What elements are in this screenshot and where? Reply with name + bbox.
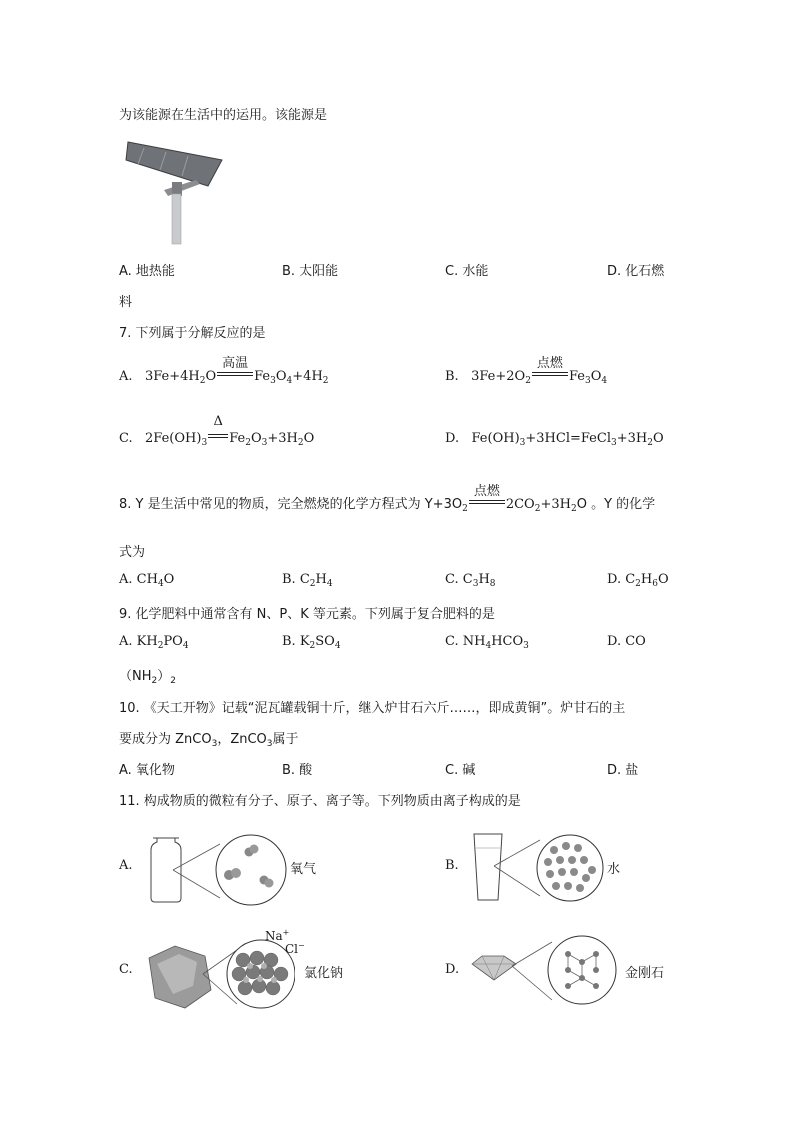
q7-b-label: B. (445, 369, 459, 384)
q11-d-label: D. (445, 962, 460, 977)
q8-b2: H (315, 572, 327, 587)
q7-a-cond: 高温 (222, 356, 249, 371)
q11-a-name: 氧气 (290, 862, 317, 877)
q7-c-tail: +3H (267, 431, 298, 446)
q8-a: A. CH (119, 572, 158, 587)
q9-d-wrap: （NH (119, 669, 152, 684)
q9-option-a (119, 634, 189, 651)
sub: 2 (647, 438, 653, 448)
sub: 2 (570, 504, 577, 514)
water-glass-diagram (470, 826, 606, 910)
q8-d: D. C (607, 572, 636, 587)
sub: 2 (157, 641, 164, 651)
sub: 2 (534, 504, 541, 514)
q10-option-d: D. 盐 (607, 763, 639, 778)
oxygen-jar-diagram (145, 828, 290, 908)
q7-c-equals (207, 414, 229, 446)
sub: 2 (635, 579, 641, 589)
q10-wrap2: ，ZnCO (217, 732, 267, 747)
q7-c-end: O (303, 431, 315, 446)
sub: 2 (462, 504, 468, 514)
diamond-diagram (468, 930, 618, 1012)
q8-cond: 点燃 (473, 484, 500, 499)
q7-d-tail: +3HCl=FeCl (525, 431, 611, 446)
q10-wrap3: 属于 (272, 732, 299, 747)
q9-d: D. CO (607, 634, 646, 649)
sub: 2 (199, 376, 206, 386)
q8-stem-c: +3H (540, 497, 571, 512)
q10-option-a: A. 氧化物 (119, 763, 175, 778)
q7-d-text: Fe(OH) (471, 431, 520, 446)
q7-a-right: Fe (254, 369, 271, 384)
q9-b: B. K (282, 634, 310, 649)
na-charge: + (282, 928, 290, 937)
q10-stem-wrap (119, 728, 299, 749)
q11-stem: 11. 构成物质的微粒有分子、原子、离子等。下列物质由离子构成的是 (119, 794, 521, 809)
q10-stem: 10. 《天工开物》记载“泥瓦罐载铜十斤，继入炉甘石六斤……，即成黄铜”。炉甘石的主 (119, 701, 626, 716)
sub: 4 (157, 579, 164, 589)
q9-c2: HCO (491, 634, 524, 649)
q9-option-b (282, 634, 341, 651)
q6-option-b: B. 太阳能 (282, 264, 339, 279)
q8-c2: H (478, 572, 490, 587)
q8-d3: O (657, 572, 669, 587)
q8-equals (468, 484, 506, 512)
sub: 3 (266, 739, 273, 749)
q7-b-equals (531, 356, 569, 384)
sub: 4 (601, 376, 608, 386)
q8-b: B. C (282, 572, 310, 587)
q8-a2: O (163, 572, 175, 587)
sub: 2 (322, 376, 329, 386)
q7-d-label: D. (445, 431, 460, 446)
q6-option-d: D. 化石燃 (607, 264, 665, 279)
q7-option-b: B. $3Fe+2O_2$ 点燃 $Fe_3O_4$ (445, 369, 607, 386)
q8-c: C. C (445, 572, 473, 587)
q9-a2: PO (163, 634, 183, 649)
q9-a: A. KH (119, 634, 158, 649)
q8-option-c (445, 572, 496, 589)
sub: 8 (489, 579, 496, 589)
sub: 3 (472, 579, 479, 589)
q11-d-name: 金刚石 (625, 966, 665, 981)
q9-option-d (607, 634, 646, 649)
q7-b-cond: 点燃 (536, 356, 563, 371)
q7-a-label: A. (119, 369, 133, 384)
q8-stem-b: 2CO (505, 497, 535, 512)
sub: 4 (326, 579, 333, 589)
q11-c-label: C. (119, 962, 133, 977)
q6-option-a: A. 地热能 (119, 264, 175, 279)
q7-option-c: C. $2Fe(OH)_3$ Δ $Fe_2O_3+3H_2O$ (119, 414, 315, 448)
sub: 4 (485, 641, 492, 651)
sub: 2 (309, 579, 316, 589)
q7-c-left: 2Fe(OH) (145, 431, 202, 446)
q10-wrap: 要成分为 ZnCO (119, 732, 212, 747)
q10-option-b: B. 酸 (282, 763, 313, 778)
sub: 2 (170, 676, 176, 686)
q7-a-equals (216, 356, 254, 384)
q9-stem: 9. 化学肥料中通常含有 N、P、K 等元素。下列属于复合肥料的是 (119, 607, 495, 622)
sub: 3 (201, 438, 208, 448)
q7-c-cond: Δ (213, 414, 223, 429)
q9-b2: SO (315, 634, 335, 649)
q9-d-wrap2: ） (157, 669, 171, 684)
sub: 4 (286, 376, 293, 386)
q7-option-a: A. $3Fe+4H_2O$ 高温 $Fe_3O_4+4H_2$ (119, 369, 329, 386)
sub: 3 (584, 376, 591, 386)
sub: 3 (523, 641, 529, 651)
q7-d-end: O (652, 431, 664, 446)
q7-c-label: C. (119, 431, 133, 446)
q7-stem: 7. 下列属于分解反应的是 (119, 326, 266, 341)
q6-option-c: C. 水能 (445, 264, 489, 279)
q8-stem (119, 484, 656, 514)
q11-b-name: 水 (607, 862, 621, 877)
q8-option-d (607, 572, 669, 589)
q7-b-left: 3Fe+2O (471, 369, 526, 384)
sub: 3 (519, 438, 526, 448)
sub: 4 (182, 641, 189, 651)
q7-a-left: 3Fe+4H (144, 369, 200, 384)
q9-option-d-wrap (119, 665, 176, 686)
sub: 3 (610, 438, 617, 448)
q6-option-d-wrap: 料 (119, 295, 133, 310)
q6-stem-tail: 为该能源在生活中的运用。该能源是 (119, 108, 328, 123)
q7-b-right: Fe (568, 369, 585, 384)
q7-a-tail: +4H (292, 369, 323, 384)
q8-stem-a: 8. Y 是生活中常见的物质，完全燃烧的化学方程式为 Y+3O (119, 497, 463, 512)
q8-option-a (119, 572, 174, 589)
solar-lamp-image (124, 138, 224, 246)
q10-option-c: C. 碱 (445, 763, 476, 778)
sub: 2 (297, 438, 304, 448)
q11-b-label: B. (445, 858, 459, 873)
q7-c-right: Fe (229, 431, 246, 446)
sub: 6 (652, 579, 658, 589)
sub: 3 (261, 438, 268, 448)
q8-option-b (282, 572, 333, 589)
cl-ion: Cl (285, 942, 299, 956)
q8-d2: H (640, 572, 653, 587)
q11-a-label: A. (119, 858, 133, 873)
q9-c: C. NH (445, 634, 486, 649)
q11-c-ion-cl (285, 941, 305, 956)
sub: 2 (525, 376, 531, 386)
q11-c-name: 氯化钠 (304, 966, 344, 981)
sub: 3 (211, 739, 218, 749)
q9-option-c (445, 634, 529, 651)
sub: 2 (309, 641, 316, 651)
cl-charge: − (298, 941, 305, 950)
sub: 4 (334, 641, 341, 651)
sub: 2 (245, 438, 251, 448)
sub: 3 (270, 376, 276, 386)
q7-d-tail2: +3H (616, 431, 648, 446)
q8-stem-d: O 。Y 的化学 (576, 497, 656, 512)
q7-option-d (445, 431, 664, 448)
sub: 2 (151, 676, 158, 686)
na-ion: Na (265, 929, 283, 943)
q8-stem-wrap: 式为 (119, 545, 146, 560)
